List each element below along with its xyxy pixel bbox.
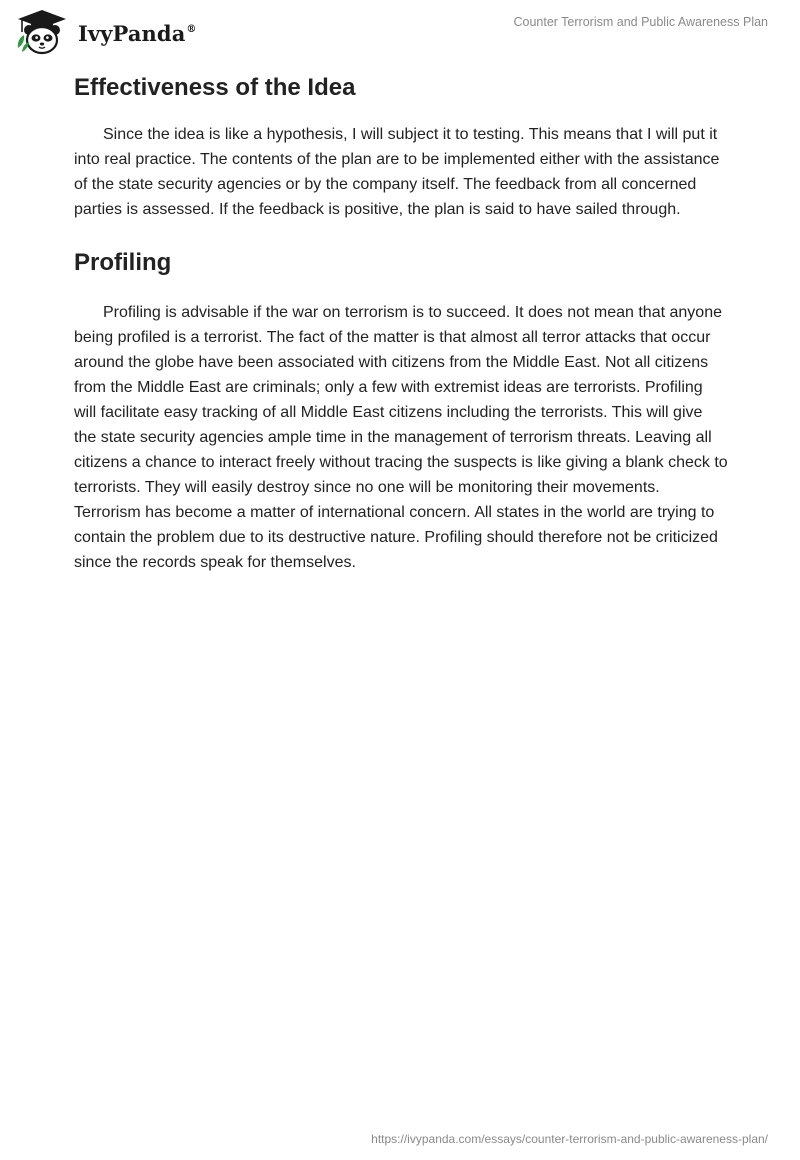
- source-url-link[interactable]: https://ivypanda.com/essays/counter-terrorism-and-public-awareness-plan/: [371, 1132, 768, 1146]
- registered-mark: ®: [186, 23, 197, 35]
- essay-content: [74, 70, 728, 575]
- document-title: Counter Terrorism and Public Awareness Plan: [513, 15, 768, 29]
- brand-name: IvyPanda®: [78, 20, 197, 46]
- section-paragraph-effectiveness: Since the idea is like a hypothesis, I will subject it to testing. This means that I will put it into real practice. The contents of the plan are to be implemented either with the assistance of the state security agencies or by the company itself. The feedback from all concerned parties is assessed. If the feedback is positive, the plan is said to have sailed through.: [74, 126, 720, 218]
- section-paragraph-profiling: Profiling is advisable if the war on terrorism is to succeed. It does not mean that anyone being profiled is a terrorist. The fact of the matter is that almost all terror attacks that occur around the globe have been associated with citizens from the Middle East. Not all citizens from the Middle East are criminals; only a few with extremist ideas are terrorists. Profiling will facilitate easy tracking of all Middle East citizens including the terrorists. This will give the state security agencies ample time in the management of terrorism threats. Leaving all citizens a chance to interact freely without tracing the suspects is like giving a blank check to terrorists. They will easily destroy since no one will be monitoring their movements. Terrorism has become a matter of international concern. All states in the world are trying to contain the problem due to its destructive nature. Profiling should therefore not be criticized since the records speak for themselves.: [74, 304, 728, 571]
- panda-graduate-icon: [14, 8, 76, 56]
- ivypanda-logo[interactable]: [14, 8, 197, 56]
- section-heading-profiling: Profiling: [74, 249, 172, 276]
- section-heading-effectiveness: Effectiveness of the Idea: [74, 74, 356, 101]
- page-header: [0, 0, 800, 60]
